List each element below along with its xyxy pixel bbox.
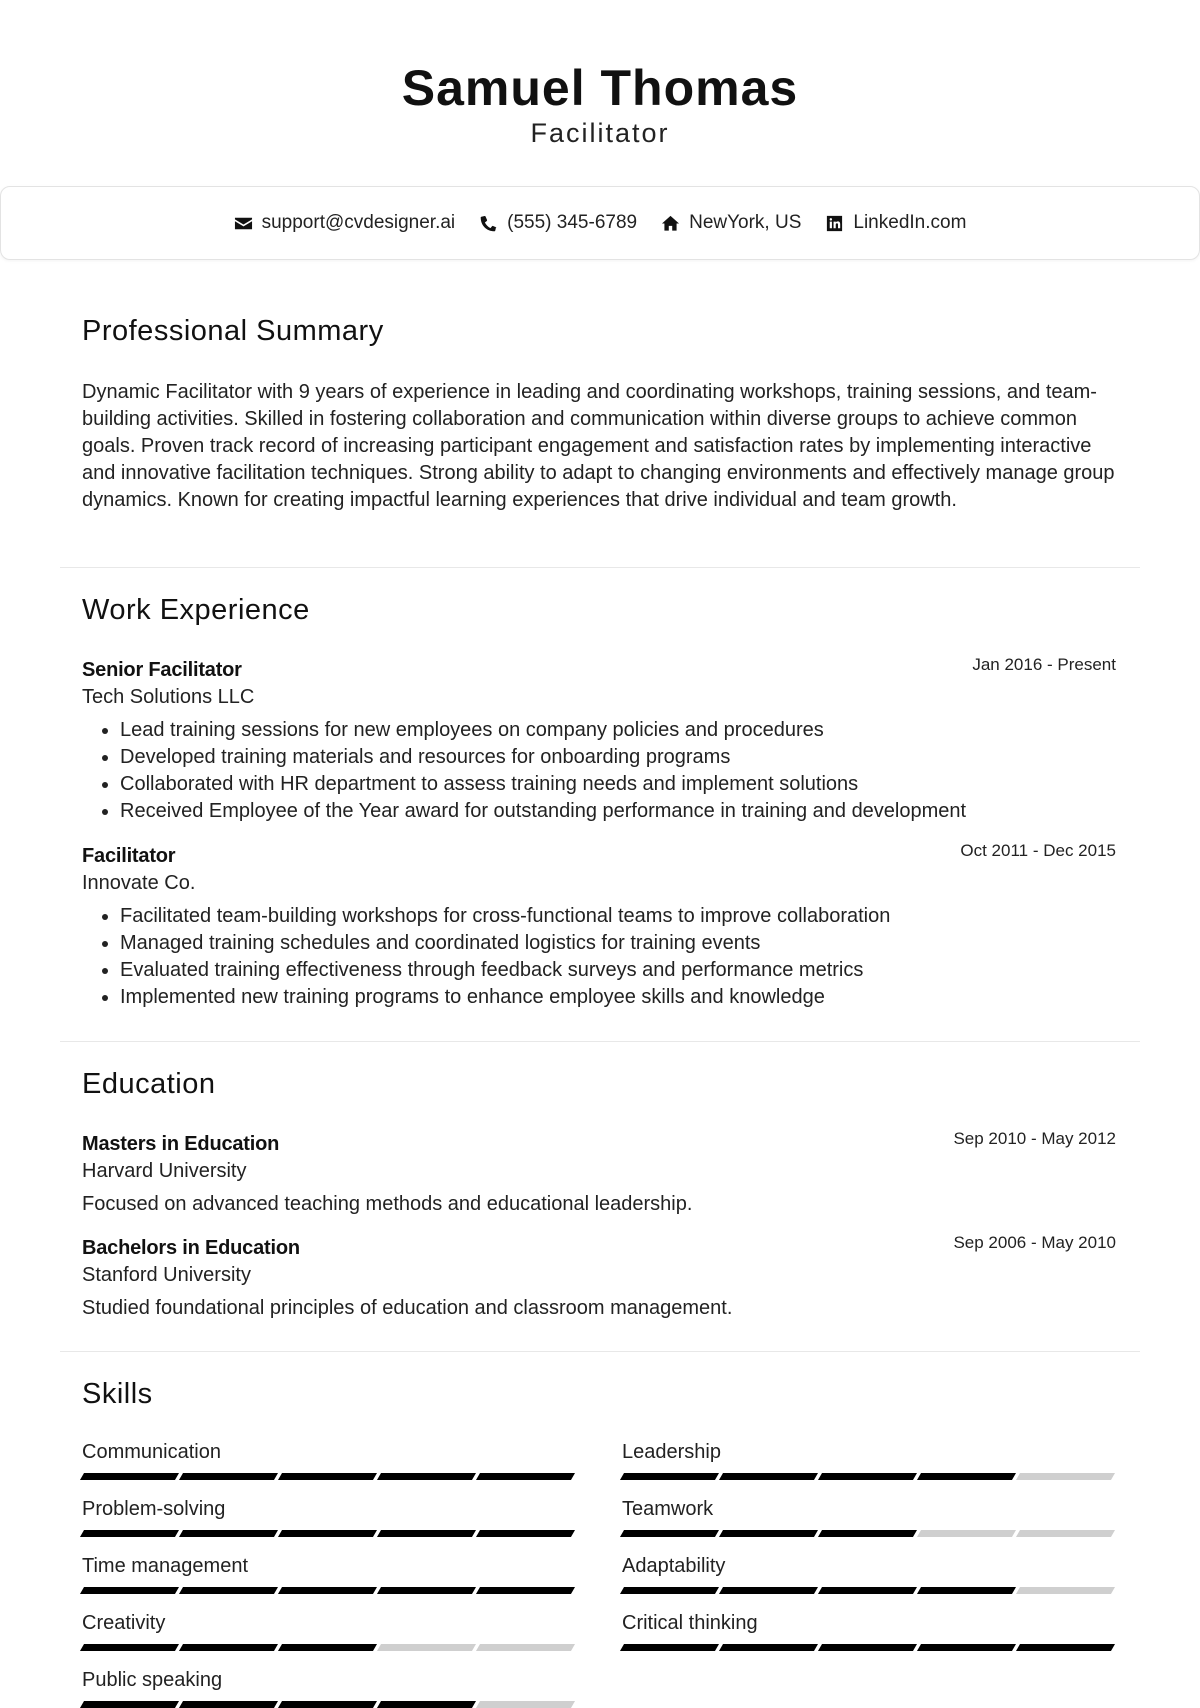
skill-segment-filled [818, 1530, 917, 1537]
skill-item [622, 1555, 1116, 1594]
skill-item [82, 1441, 576, 1480]
skill-segment-empty [476, 1644, 575, 1651]
skill-segment-filled [278, 1587, 377, 1594]
job-bullet: • Managed training schedules and coordinated logistics for training events [120, 930, 1116, 957]
home-icon [661, 214, 680, 233]
job-bullet: • Collaborated with HR department to assess training needs and implement solutions [120, 771, 1116, 798]
skill-segment-empty [377, 1644, 476, 1651]
degree-title: Bachelors in Education [82, 1237, 300, 1259]
job-bullet: • Developed training materials and resources for onboarding programs [120, 744, 1116, 771]
skill-item [82, 1498, 576, 1537]
skill-segment-filled [179, 1587, 278, 1594]
job-bullet: • Facilitated team-building workshops for cross-functional teams to improve collaboration [120, 903, 1116, 930]
skill-segment-filled [179, 1473, 278, 1480]
skill-segment-filled [719, 1530, 818, 1537]
skill-rating-bar [622, 1473, 1116, 1480]
job-title: Senior Facilitator [82, 659, 242, 681]
skill-segment-filled [278, 1644, 377, 1651]
skill-rating-bar [622, 1587, 1116, 1594]
skill-segment-filled [80, 1644, 179, 1651]
contact-phone[interactable] [479, 212, 637, 234]
education-description: Studied foundational principles of education and classroom management. [82, 1297, 733, 1319]
skill-segment-filled [719, 1473, 818, 1480]
envelope-icon [234, 214, 253, 233]
skill-segment-filled [179, 1644, 278, 1651]
contact-bar [0, 186, 1200, 260]
skill-segment-filled [80, 1473, 179, 1480]
skill-rating-bar [82, 1530, 576, 1537]
skill-segment-filled [377, 1473, 476, 1480]
skill-segment-filled [278, 1701, 377, 1708]
education-dates: Sep 2006 - May 2010 [953, 1233, 1116, 1252]
summary-text: Dynamic Facilitator with 9 years of experience in leading and coordinating workshops, training sessions, and team-building activities. Skilled in fostering collaboration and communication within diverse groups to achieve common goals. Proven track record of increasing participant engagement and satisfaction rates by implementing interactive and innovative facilitation techniques. Strong ability to adapt to changing environments and effectively manage group dynamics. Known for creating impactful learning experiences that drive individual and team growth. [82, 381, 1115, 511]
skill-segment-empty [1016, 1473, 1115, 1480]
contact-location-text: NewYork, US [689, 212, 802, 233]
job-bullet: • Received Employee of the Year award for outstanding performance in training and development [120, 798, 1116, 825]
skill-segment-filled [278, 1473, 377, 1480]
phone-icon [479, 214, 498, 233]
skill-segment-filled [719, 1644, 818, 1651]
contact-email[interactable] [234, 212, 456, 234]
skill-rating-bar [622, 1530, 1116, 1537]
skill-segment-empty [1016, 1530, 1115, 1537]
skill-segment-filled [620, 1473, 719, 1480]
skill-rating-bar [82, 1587, 576, 1594]
skill-segment-filled [377, 1530, 476, 1537]
skill-segment-filled [179, 1701, 278, 1708]
skill-segment-filled [620, 1587, 719, 1594]
job-entry [82, 655, 1116, 825]
education-dates: Sep 2010 - May 2012 [953, 1129, 1116, 1148]
skill-segment-filled [377, 1587, 476, 1594]
skill-item [82, 1555, 576, 1594]
job-bullets [82, 717, 1116, 825]
education-entry [82, 1129, 1116, 1216]
skill-name: Communication [82, 1441, 221, 1463]
skill-segment-filled [917, 1644, 1016, 1651]
skill-segment-empty [1016, 1587, 1115, 1594]
skill-item [622, 1612, 1116, 1651]
skill-segment-filled [476, 1473, 575, 1480]
linkedin-icon [825, 214, 844, 233]
job-dates: Jan 2016 - Present [972, 655, 1116, 674]
contact-linkedin[interactable] [825, 212, 966, 234]
education-entry [82, 1233, 1116, 1320]
job-bullet: • Evaluated training effectiveness through feedback surveys and performance metrics [120, 957, 1116, 984]
skill-segment-filled [476, 1587, 575, 1594]
degree-title: Masters in Education [82, 1133, 280, 1155]
skill-segment-filled [80, 1530, 179, 1537]
skill-segment-filled [278, 1530, 377, 1537]
experience-heading: Work Experience [82, 594, 310, 626]
section-divider [60, 567, 1140, 568]
skill-segment-filled [917, 1473, 1016, 1480]
experience-section [60, 580, 1140, 1040]
education-description: Focused on advanced teaching methods and educational leadership. [82, 1193, 693, 1215]
job-entry [82, 841, 1116, 1011]
school-name: Stanford University [82, 1264, 251, 1286]
skill-rating-bar [82, 1701, 576, 1708]
skill-item [622, 1498, 1116, 1537]
skill-segment-filled [917, 1587, 1016, 1594]
skill-name: Leadership [622, 1441, 721, 1463]
contact-email-text: support@cvdesigner.ai [261, 212, 456, 233]
candidate-title: Facilitator [530, 118, 670, 148]
skill-item [82, 1669, 576, 1708]
skills-section [60, 1364, 1140, 1424]
contact-location[interactable] [661, 212, 801, 234]
section-divider [60, 1041, 1140, 1042]
summary-section [60, 300, 1140, 560]
education-section [60, 1054, 1140, 1344]
section-divider [60, 1351, 1140, 1352]
job-title: Facilitator [82, 845, 176, 867]
job-bullet: • Implemented new training programs to enhance employee skills and knowledge [120, 984, 1116, 1011]
skill-item [622, 1441, 1116, 1480]
skill-segment-filled [818, 1644, 917, 1651]
skill-name: Public speaking [82, 1669, 223, 1691]
summary-heading: Professional Summary [82, 315, 384, 347]
skill-segment-filled [377, 1701, 476, 1708]
skill-rating-bar [82, 1473, 576, 1480]
skill-segment-filled [620, 1644, 719, 1651]
contact-linkedin-text: LinkedIn.com [853, 212, 967, 233]
skills-heading: Skills [82, 1378, 153, 1410]
skill-segment-filled [476, 1530, 575, 1537]
contact-phone-text: (555) 345-6789 [507, 212, 638, 233]
skill-name: Critical thinking [622, 1612, 758, 1634]
job-dates: Oct 2011 - Dec 2015 [960, 841, 1116, 860]
skill-rating-bar [82, 1644, 576, 1651]
skills-grid [82, 1441, 1116, 1691]
job-company: Innovate Co. [82, 872, 196, 894]
job-bullets [82, 903, 1116, 1011]
skill-segment-filled [818, 1473, 917, 1480]
job-bullet: • Lead training sessions for new employees on company policies and procedures [120, 717, 1116, 744]
skill-segment-filled [80, 1587, 179, 1594]
resume-header [0, 0, 1200, 149]
skill-rating-bar [622, 1644, 1116, 1651]
skill-segment-filled [818, 1587, 917, 1594]
skill-name: Teamwork [622, 1498, 714, 1520]
skill-name: Problem-solving [82, 1498, 226, 1520]
skill-name: Time management [82, 1555, 248, 1577]
skill-segment-empty [476, 1701, 575, 1708]
skill-name: Adaptability [622, 1555, 726, 1577]
skill-segment-filled [1016, 1644, 1115, 1651]
school-name: Harvard University [82, 1160, 247, 1182]
skill-segment-filled [620, 1530, 719, 1537]
skill-segment-filled [719, 1587, 818, 1594]
skill-item [82, 1612, 576, 1651]
skill-segment-filled [179, 1530, 278, 1537]
education-heading: Education [82, 1068, 216, 1100]
candidate-name: Samuel Thomas [401, 60, 799, 116]
skill-name: Creativity [82, 1612, 166, 1634]
skill-segment-filled [80, 1701, 179, 1708]
job-company: Tech Solutions LLC [82, 686, 255, 708]
skill-segment-empty [917, 1530, 1016, 1537]
